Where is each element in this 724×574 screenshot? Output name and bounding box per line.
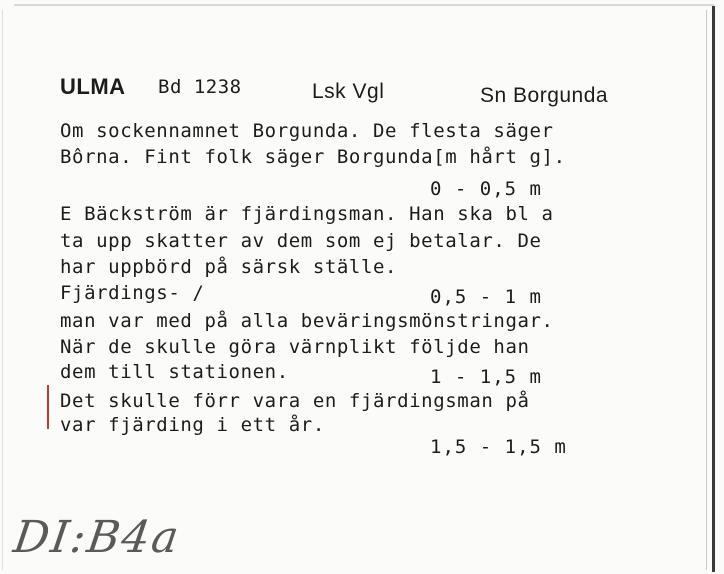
card-left-edge: [2, 10, 3, 570]
time-range-2: 0,5 - 1 m: [430, 286, 542, 308]
text-line-11: var fjärding i ett år.: [60, 414, 325, 436]
text-line-2: Bôrna. Fint folk säger Borgunda[m hårt g].: [60, 146, 566, 168]
text-line-1: Om sockennamnet Borgunda. De flesta säger: [60, 120, 554, 142]
text-line-8: När de skulle göra värnplikt följde han: [60, 336, 530, 358]
text-line-7: man var med på alla beväringsmönstringar.: [60, 310, 554, 332]
text-line-5: har uppbörd på särsk ställe.: [60, 256, 398, 278]
text-line-6: Fjärdings- /: [60, 282, 205, 304]
time-range-1: 0 - 0,5 m: [430, 178, 542, 200]
text-line-3: E Bäckström är fjärdingsman. Han ska bl a: [60, 203, 554, 225]
card-top-edge: [14, 4, 714, 6]
text-line-10: Det skulle förr vara en fjärdingsman på: [60, 390, 530, 412]
time-range-4: 1,5 - 1,5 m: [430, 436, 567, 458]
header-landskap: Lsk Vgl: [312, 80, 385, 103]
header-word: ULMA: [60, 74, 126, 99]
time-range-3: 1 - 1,5 m: [430, 366, 542, 388]
margin-mark: [47, 385, 49, 429]
text-line-4: ta upp skatter av dem som ej betalar. De: [60, 230, 542, 252]
header-volume: Bd 1238: [158, 76, 242, 98]
header-socken: Sn Borgunda: [480, 84, 609, 107]
card-right-edge-shadow: [706, 10, 707, 570]
card-right-edge: [712, 6, 715, 572]
text-line-9: dem till stationen.: [60, 361, 289, 383]
handwritten-signature: DI:B4a: [10, 512, 184, 563]
